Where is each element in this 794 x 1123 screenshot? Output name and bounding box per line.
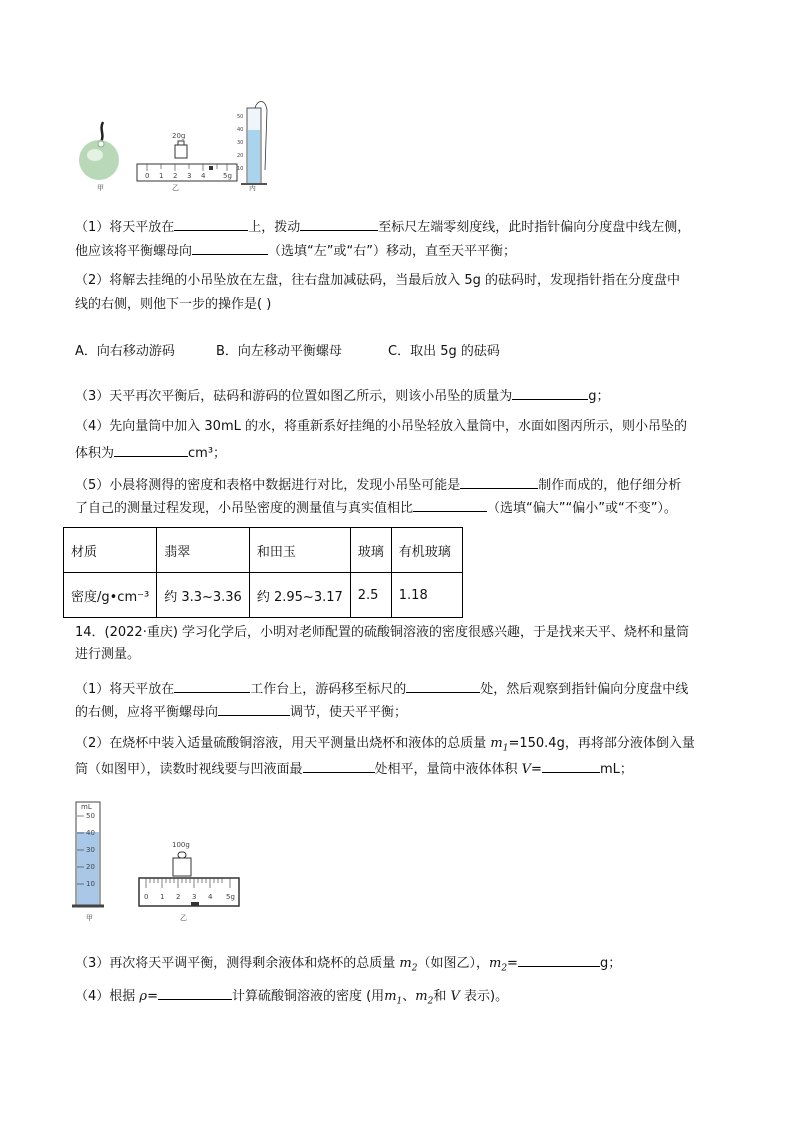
q13-part1-line1: （1）将天平放在 上，拨动 至标尺左端零刻度线，此时指针偏向分度盘中线左侧， (75, 216, 690, 237)
fig1-tick-5: 5g (223, 172, 232, 180)
answer-blank[interactable] (460, 474, 538, 489)
svg-text:20: 20 (86, 863, 95, 871)
balance-ruler (137, 132, 237, 181)
svg-text:0: 0 (144, 893, 149, 901)
fig2-label-a: 甲 (86, 914, 93, 922)
figure-14 (72, 796, 247, 926)
density-table (63, 527, 463, 618)
answer-blank[interactable] (174, 216, 248, 231)
fig1-label-c: 丙 (249, 184, 256, 192)
option-a[interactable]: A．向右移动游码 (75, 344, 175, 359)
answer-blank[interactable] (158, 985, 232, 1000)
jade-pendant-image (79, 122, 119, 180)
svg-text:50: 50 (237, 114, 244, 120)
q14-part2-line2: 筒（如图甲），读数时视线要与凹液面最 处相平，量筒中液体体积 V= mL； (75, 758, 633, 779)
fig2-weight-label: 100g (172, 841, 190, 849)
q13-part2-line2: 线的右侧，则他下一步的操作是( ) (75, 297, 272, 312)
svg-text:4: 4 (208, 893, 213, 901)
fig2-unit: mL (81, 803, 92, 811)
q14-part3: （3）再次将天平调平衡，测得剩余液体和烧杯的总质量 $m_2$（如图乙），$m_2= g$； (75, 952, 621, 978)
measuring-cylinder-2 (72, 802, 104, 906)
answer-blank[interactable] (300, 216, 378, 231)
answer-blank[interactable] (114, 442, 188, 457)
fig1-tick-0: 0 (145, 172, 150, 180)
table-row: 材质 翡翠 和田玉 玻璃 有机玻璃 (64, 528, 463, 573)
answer-blank[interactable] (303, 758, 375, 773)
svg-text:40: 40 (86, 829, 95, 837)
fig1-label-a: 甲 (97, 184, 104, 192)
answer-blank[interactable] (174, 678, 250, 693)
q14-part4: （4）根据 ρ= 计算硫酸铜溶液的密度 (用$m_1$、$m_2$和 V 表示)。 (75, 985, 508, 1011)
table-row: 密度/g•cm⁻³ 约 3.3~3.36 约 2.95~3.17 2.5 1.18 (64, 573, 463, 618)
answer-blank[interactable] (192, 240, 268, 255)
svg-text:5g: 5g (226, 893, 235, 901)
q14-title-line2: 进行测量。 (75, 647, 141, 662)
q13-part5-line1: （5）小晨将测得的密度和表格中数据进行对比，发现小吊坠可能是 制作而成的，他仔细分析 (75, 474, 681, 495)
measuring-cylinder (237, 102, 267, 185)
option-c[interactable]: C．取出 5g 的砝码 (388, 344, 500, 359)
fig2-label-b: 乙 (180, 914, 187, 922)
svg-text:50: 50 (86, 812, 95, 820)
q13-part5-line2: 了自己的测量过程发现，小吊坠密度的测量值与真实值相比 （选填“偏大”“偏小”或“不变”）。 (75, 497, 677, 518)
answer-blank[interactable] (218, 701, 290, 716)
option-b[interactable]: B．向左移动平衡螺母 (216, 344, 342, 359)
fig1-weight-label: 20g (172, 132, 186, 140)
figure-13 (75, 100, 275, 195)
q14-part2-line1: （2）在烧杯中装入适量硫酸铜溶液，用天平测量出烧杯和液体的总质量 $m_1=150.4g$，再将部分液体倒入量 (75, 736, 695, 754)
q13-part1-line2: 他应该将平衡螺母向 （选填“左”或“右”）移动，直至天平平衡； (75, 240, 516, 261)
balance-ruler-2 (139, 841, 239, 906)
answer-blank[interactable] (518, 952, 600, 967)
q14-title-line1: 14．(2022·重庆) 学习化学后，小明对老师配置的硫酸铜溶液的密度很感兴趣，于是找来天平、烧杯和量筒 (75, 625, 690, 640)
fig1-tick-4: 4 (201, 172, 206, 180)
q13-part4-line1: （4）先向量筒中加入 30mL 的水，将重新系好挂绳的小吊坠轻放入量筒中，水面如图丙所示，则小吊坠的 (75, 419, 687, 434)
q13-part2-line1: （2）将解去挂绳的小吊坠放在左盘，往右盘加减砝码，当最后放入 5g 的砝码时，发现指针指在分度盘中 (75, 273, 681, 288)
q14-part1-line2: 的右侧，应将平衡螺母向 调节，使天平平衡； (75, 701, 407, 722)
svg-text:3: 3 (192, 893, 197, 901)
q13-part4-line2: 体积为 cm³； (75, 442, 226, 463)
svg-text:30: 30 (86, 846, 95, 854)
svg-text:30: 30 (237, 140, 244, 146)
fig1-tick-3: 3 (187, 172, 192, 180)
answer-blank[interactable] (413, 497, 487, 512)
q13-part3: （3）天平再次平衡后，砝码和游码的位置如图乙所示，则该小吊坠的质量为 g； (75, 385, 610, 406)
q14-part1-line1: （1）将天平放在 工作台上，游码移至标尺的 处，然后观察到指针偏向分度盘中线 (75, 678, 688, 699)
svg-text:10: 10 (237, 166, 244, 172)
svg-text:1: 1 (160, 893, 165, 901)
answer-blank[interactable] (406, 678, 480, 693)
fig1-label-b: 乙 (172, 184, 179, 192)
svg-text:10: 10 (86, 880, 95, 888)
fig1-tick-1: 1 (159, 172, 164, 180)
svg-text:40: 40 (237, 127, 244, 133)
answer-blank[interactable] (542, 758, 600, 773)
answer-blank[interactable] (512, 385, 588, 400)
svg-text:2: 2 (176, 893, 181, 901)
svg-text:20: 20 (237, 153, 244, 159)
fig1-tick-2: 2 (173, 172, 178, 180)
